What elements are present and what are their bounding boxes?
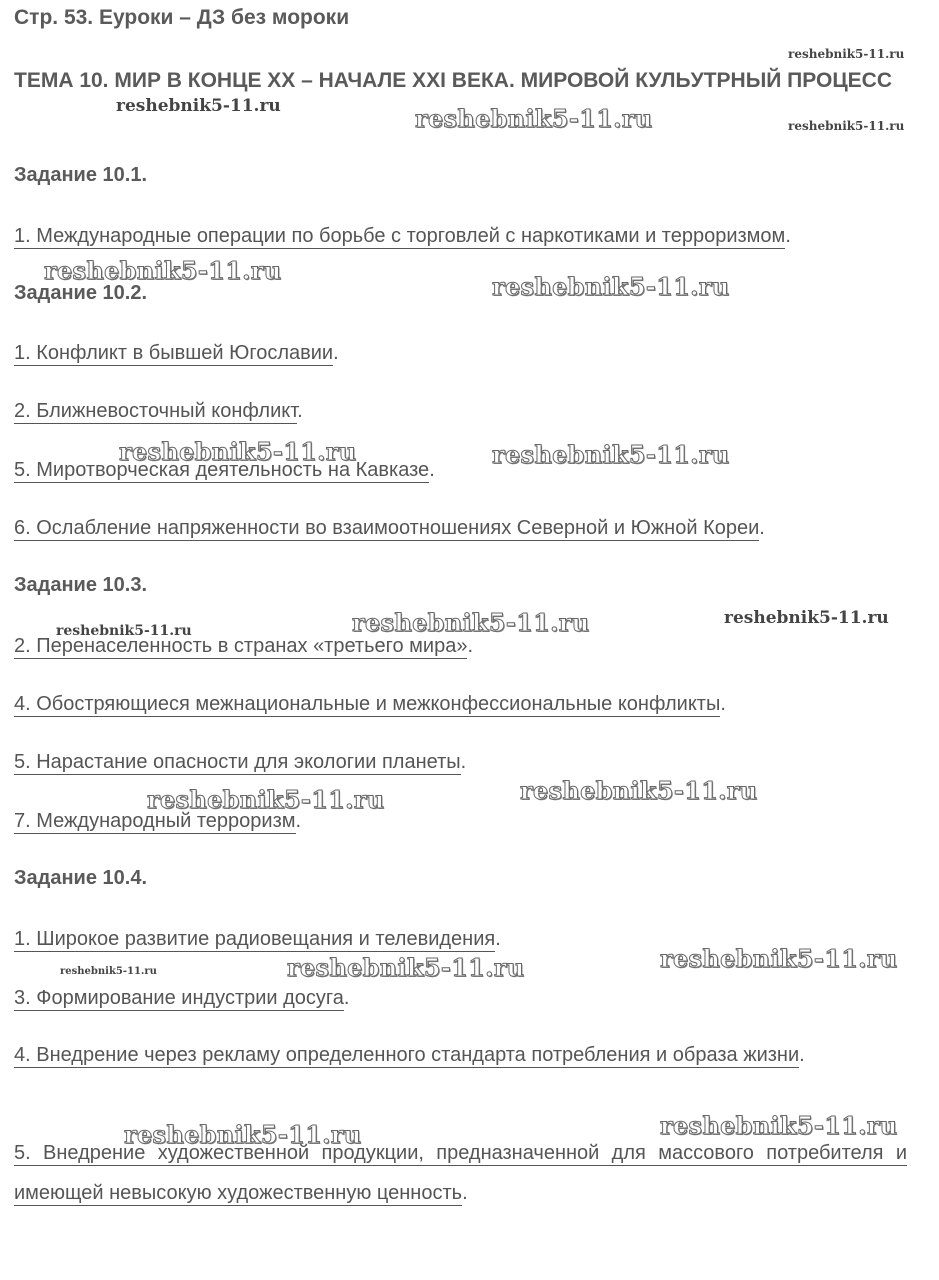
watermark: reshebnik5-11.ru bbox=[520, 776, 758, 805]
answer-end: . bbox=[297, 400, 303, 422]
answer-text: 4. Обостряющиеся межнациональные и межконфессиональные конфликты bbox=[14, 693, 721, 715]
watermark: reshebnik5-11.ru bbox=[788, 47, 905, 61]
watermark: reshebnik5-11.ru bbox=[660, 1111, 898, 1140]
answer-end: . bbox=[343, 987, 350, 1009]
watermark: reshebnik5-11.ru bbox=[124, 1120, 362, 1149]
watermark: reshebnik5-11.ru bbox=[660, 944, 898, 973]
answer-text: 5. Внедрение художественной продукции, предназначенной для массового потребителя и имеющей невысокую художественную ценность bbox=[14, 1142, 907, 1204]
answer-end: . bbox=[462, 1182, 468, 1204]
answer-end: . bbox=[495, 928, 501, 950]
watermark: reshebnik5-11.ru bbox=[44, 256, 282, 285]
answer-end: . bbox=[720, 693, 726, 715]
task-heading-10-2: Задание 10.2. bbox=[14, 282, 148, 304]
page-header: Стр. 53. Еуроки – ДЗ без мороки bbox=[14, 6, 350, 29]
answer-text: 1. Широкое развитие радиовещания и телевидения bbox=[14, 928, 496, 950]
answer-item bbox=[14, 397, 907, 425]
answer-text: 4. Внедрение через рекламу определенного стандарта потребления и образа жизни bbox=[14, 1044, 800, 1066]
watermark: reshebnik5-11.ru bbox=[147, 785, 385, 814]
answer-text: 2. Перенаселенность в странах «третьего мира» bbox=[14, 635, 468, 657]
answer-end: . bbox=[799, 1044, 805, 1066]
watermark: reshebnik5-11.ru bbox=[60, 966, 157, 977]
answer-end: . bbox=[785, 225, 791, 247]
answer-text: 6. Ослабление напряженности во взаимоотношениях Северной и Южной Кореи bbox=[14, 517, 760, 539]
task-heading-10-1: Задание 10.1. bbox=[14, 164, 148, 186]
watermark: reshebnik5-11.ru bbox=[492, 440, 730, 469]
answer-text: 7. Международный терроризм bbox=[14, 810, 296, 832]
answer-text: 5. Нарастание опасности для экологии планеты bbox=[14, 751, 461, 773]
answer-item bbox=[14, 984, 907, 1012]
answer-end: . bbox=[460, 751, 467, 773]
answer-text: 1. Международные операции по борьбе с торговлей с наркотиками и терроризмом bbox=[14, 225, 786, 247]
answer-item bbox=[14, 514, 907, 542]
answer-text: 3. Формирование индустрии досуга bbox=[14, 987, 344, 1009]
answer-end: . bbox=[333, 342, 339, 364]
answer-text: 5. Миротворческая деятельность на Кавказе bbox=[14, 459, 430, 481]
watermark: reshebnik5-11.ru bbox=[492, 272, 730, 301]
answer-end: . bbox=[295, 810, 302, 832]
task-heading-10-3: Задание 10.3. bbox=[14, 574, 148, 596]
watermark: reshebnik5-11.ru bbox=[788, 119, 905, 133]
answer-item bbox=[14, 222, 907, 250]
answer-text: 2. Ближневосточный конфликт bbox=[14, 400, 298, 422]
answer-end: . bbox=[429, 459, 435, 481]
watermark: reshebnik5-11.ru bbox=[724, 608, 889, 628]
watermark: reshebnik5-11.ru bbox=[415, 104, 653, 133]
answer-item bbox=[14, 339, 907, 367]
answer-end: . bbox=[467, 635, 474, 657]
watermark: reshebnik5-11.ru bbox=[119, 437, 357, 466]
answer-item bbox=[14, 1035, 907, 1075]
task-heading-10-4: Задание 10.4. bbox=[14, 867, 148, 889]
watermark: reshebnik5-11.ru bbox=[352, 608, 590, 637]
answer-item bbox=[14, 748, 907, 776]
watermark: reshebnik5-11.ru bbox=[116, 96, 281, 116]
watermark: reshebnik5-11.ru bbox=[56, 623, 192, 639]
answer-item bbox=[14, 690, 907, 718]
topic-title: ТЕМА 10. МИР В КОНЦЕ XX – НАЧАЛЕ XXI ВЕКА. МИРОВОЙ КУЛЬУТРНЫЙ ПРОЦЕСС bbox=[14, 69, 893, 92]
watermark: reshebnik5-11.ru bbox=[287, 953, 525, 982]
answer-end: . bbox=[759, 517, 765, 539]
answer-text: 1. Конфликт в бывшей Югославии bbox=[14, 342, 334, 364]
